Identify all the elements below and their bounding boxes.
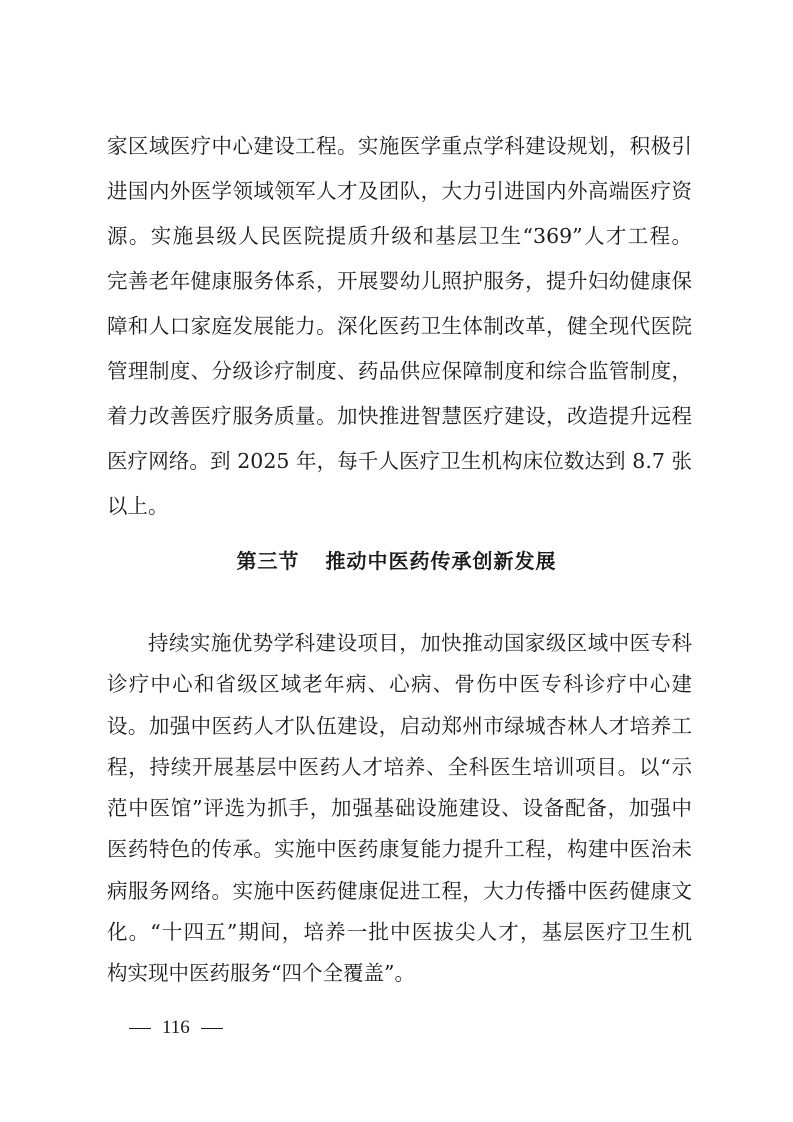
text-line: 源。实施县级人民医院提质升级和基层卫生“369”人才工程。 <box>107 224 692 248</box>
text-line: 医疗网络。到 2025 年，每千人医疗卫生机构床位数达到 8.7 张 <box>107 449 692 473</box>
dash-left <box>129 1028 151 1029</box>
text-line: 管理制度、分级诊疗制度、药品供应保障制度和综合监管制度， <box>107 359 692 383</box>
section-number: 第三节 <box>236 549 300 573</box>
page-number <box>118 1013 234 1043</box>
text-line: 构实现中医药服务“四个全覆盖”。 <box>107 961 415 985</box>
text-line: 化。“十四五”期间，培养一批中医拔尖人才，基层医疗卫生机 <box>107 919 692 944</box>
text-line: 设。加强中医药人才队伍建设，启动郑州市绿城杏林人才培养工 <box>107 713 692 738</box>
section-title: 推动中医药传承创新发展 <box>325 549 557 573</box>
text-line: 医药特色的传承。实施中医药康复能力提升工程，构建中医治未 <box>107 837 692 862</box>
text-line: 诊疗中心和省级区域老年病、心病、骨伤中医专科诊疗中心建 <box>107 672 692 697</box>
text-line: 范中医馆”评选为抓手，加强基础设施建设、设备配备，加强中 <box>107 796 692 820</box>
text-line: 着力改善医疗服务质量。加快推进智慧医疗建设，改造提升远程 <box>107 404 692 428</box>
text-line: 完善老年健康服务体系，开展婴幼儿照护服务，提升妇幼健康保 <box>107 269 692 293</box>
text-line: 以上。 <box>107 494 169 518</box>
text-line: 障和人口家庭发展能力。深化医药卫生体制改革，健全现代医院 <box>107 314 692 338</box>
section-heading <box>0 545 793 577</box>
text-line: 进国内外医学领域领军人才及团队，大力引进国内外高端医疗资 <box>107 179 692 203</box>
text-line: 病服务网络。实施中医药健康促进工程，大力传播中医药健康文 <box>107 878 692 903</box>
text-line: 持续实施优势学科建设项目，加快推动国家级区域中医专科 <box>148 631 692 655</box>
text-line: 家区域医疗中心建设工程。实施医学重点学科建设规划，积极引 <box>107 134 692 158</box>
text-line: 程，持续开展基层中医药人才培养、全科医生培训项目。以“示 <box>107 754 692 779</box>
page-number-value: 116 <box>162 1017 190 1038</box>
dash-right <box>201 1028 223 1029</box>
